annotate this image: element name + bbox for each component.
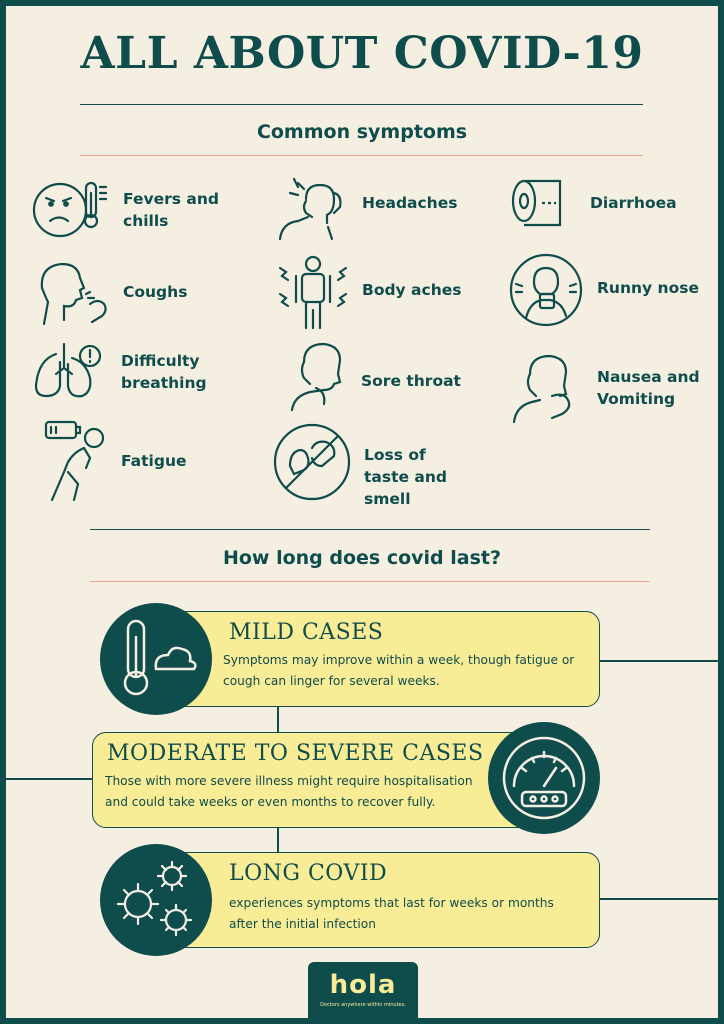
symptom-label: Diarrhoea: [590, 194, 677, 212]
connector-line: [600, 660, 724, 662]
symptom-label: Loss of taste and smell: [364, 446, 448, 508]
cough-icon: [36, 258, 110, 326]
divider: [80, 155, 643, 156]
symptom-label: Fatigue: [121, 452, 187, 470]
connector-line: [277, 706, 279, 732]
case-description: Symptoms may improve within a week, though fatigue or cough can linger for several weeks.: [223, 653, 575, 688]
no-taste-smell-icon: [272, 422, 352, 502]
connector-line: [0, 778, 92, 780]
symptom-label: Fevers and chills: [123, 190, 219, 230]
divider: [80, 104, 643, 105]
symptoms-heading: Common symptoms: [256, 121, 468, 143]
symptom-label: Difficulty breathing: [121, 352, 207, 392]
case-description: experiences symptoms that last for weeks or months after the initial infection: [229, 896, 554, 931]
page-title: ALL ABOUT COVID-19: [80, 28, 644, 79]
case-title: MODERATE TO SEVERE CASES: [107, 741, 484, 766]
headache-icon: [276, 175, 348, 241]
divider: [90, 581, 650, 582]
fatigue-icon: [40, 418, 106, 504]
case-description: Those with more severe illness might require hospitalisation and could take weeks or even months to recover fully.: [105, 774, 473, 809]
symptom-label: Runny nose: [597, 279, 699, 297]
mild-cases-card: [170, 611, 600, 707]
long-covid-card: [170, 852, 600, 948]
connector-line: [600, 898, 724, 900]
logo-tagline: Doctors anywhere within minutes.: [320, 1002, 406, 1008]
moderate-severe-card: [92, 732, 532, 828]
sore-throat-icon: [290, 340, 348, 412]
symptom-label: Headaches: [362, 194, 458, 212]
runny-nose-icon: [508, 252, 584, 328]
fever-thermometer-icon: [30, 177, 110, 239]
symptom-label: Body aches: [362, 281, 462, 299]
virus-icon: [100, 844, 212, 956]
logo-word: hola: [329, 970, 397, 1000]
case-title: LONG COVID: [229, 861, 388, 886]
body-aches-icon: [276, 254, 350, 330]
toilet-paper-icon: [510, 177, 570, 229]
lungs-icon: [32, 340, 104, 402]
nausea-icon: [512, 352, 582, 424]
divider: [90, 529, 650, 530]
thermometer-cloud-icon: [100, 603, 212, 715]
symptom-label: Nausea and Vomiting: [597, 368, 700, 408]
symptom-label: Sore throat: [361, 372, 461, 390]
case-title: MILD CASES: [229, 620, 384, 645]
connector-line: [277, 826, 279, 852]
gauge-icon: [488, 722, 600, 834]
hola-logo: [308, 962, 418, 1024]
duration-heading: How long does covid last?: [222, 547, 502, 569]
symptom-label: Coughs: [123, 283, 188, 301]
